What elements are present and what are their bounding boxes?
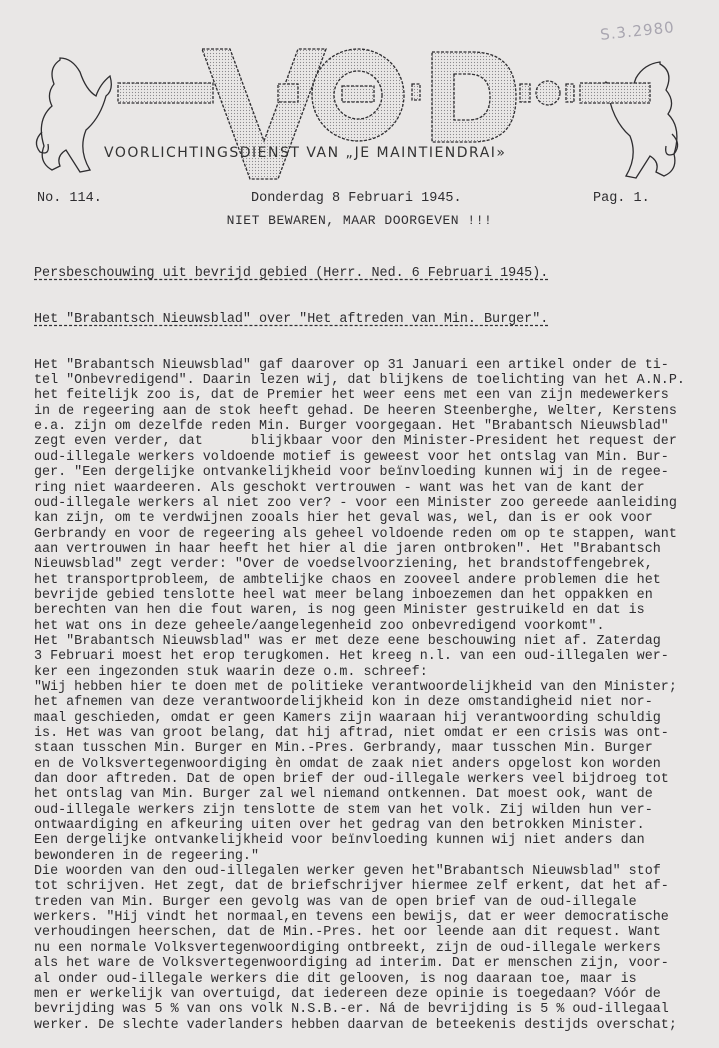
text-line: e.a. zijn om dezelfde reden Min. Burger voorgegaan. Het "Brabantsch Nieuwsblad": [34, 419, 669, 435]
text-line: berechten van hen die fout waren, is nog geen Minister gestruikeld en dat is: [34, 603, 645, 619]
text-line: ker een ingezonden stuk waarin deze o.m. schreef:: [34, 664, 428, 680]
text-line: bevrijding was 5 % van ons volk N.S.B.-er. Ná de bevrijding is 5 % oud-illegaal: [34, 1002, 669, 1018]
text-line: bewonderen in de regeering.": [34, 848, 259, 864]
text-line: al onder oud-illegale werkers die dit gelooven, is nog daaraan toe, maar is: [34, 971, 637, 987]
article-heading: Persbeschouwing uit bevrijd gebied (Herr. Ned. 6 Februari 1945).: [34, 265, 549, 281]
text-line: als het ware de Volksvertegenwoordiging ad interim. Dat er menschen zijn, voor-: [34, 956, 669, 972]
text-line: oud-illegale werkers voldoende motief is geweest voor het ontslag van Min. Bur-: [34, 449, 669, 465]
text-line: dan door aftreden. Dat de open brief der oud-illegale werkers veel bijdroeg tot: [34, 772, 669, 788]
text-line: ger. "Een dergelijke ontvankelijkheid voor beïnvloeding kunnen wij in de regee-: [34, 465, 669, 481]
text-line: het ontslag van Min. Burger zal wel niemand ontkennen. Dat moest ook, want de: [34, 787, 653, 803]
article-text: [34, 358, 714, 1033]
text-line: ontwaardiging en afkeuring uiten over het gedrag van den betrokken Minister.: [34, 818, 645, 834]
text-line: maal geschieden, omdat er geen Kamers zijn waaraan hij verantwoording schuldig: [34, 710, 661, 726]
masthead-subtitle: VOORLICHTINGSDIENST VAN „JE MAINTIENDRAI»: [104, 145, 507, 161]
text-line: werker. De slechte vaderlanders hebben daarvan de beteekenis destijds overschat;: [34, 1017, 677, 1033]
article-body: [34, 235, 714, 1048]
text-line: Die woorden van den oud-illegalen werker geven het"Brabantsch Nieuwsblad" stof: [34, 864, 661, 880]
text-line: Het "Brabantsch Nieuwsblad" gaf daarover op 31 Januari een artikel onder de ti-: [34, 357, 669, 373]
text-line: Het "Brabantsch Nieuwsblad" was er met deze eene beschouwing niet af. Zaterdag: [34, 633, 661, 649]
archive-stamp: S.3.2980: [599, 18, 676, 44]
lion-left-icon: [36, 58, 111, 172]
text-line: "Wij hebben hier te doen met de politieke verantwoordelijkheid van den Minister;: [34, 679, 677, 695]
text-line: nu een normale Volksvertegenwoordiging ontbreekt, zijn de oud-illegale werkers: [34, 940, 661, 956]
text-line: oud-illegale werkers zijn tenslotte de stem van het volk. Zij wilden hun ver-: [34, 802, 653, 818]
text-line: 3 Februari moest het erop terugkomen. Het kreeg n.l. van een oud-illegalen wer-: [34, 649, 669, 665]
text-line: Gerbrandy en voor de regeering als geheel voldoende reden om op te stappen, want: [34, 526, 677, 542]
text-line: werkers. "Hij vindt het normaal,en tevens een bewijs, dat er weer democratische: [34, 910, 669, 926]
text-line: het wat ons in deze geheele/aangelegenheid zoo onbevredigend voorkomt".: [34, 618, 605, 634]
text-line: Nieuwsblad" zegt verder: "Over de voedselvoorziening, het brandstoffengebrek,: [34, 557, 653, 573]
text-line: staan tusschen Min. Burger en Min.-Pres. Gerbrandy, maar tusschen Min. Burger: [34, 741, 653, 757]
lion-right-icon: [605, 62, 678, 178]
text-line: tot schrijven. Het zegt, dat de briefschrijver hiermee zelf erkent, dat het af-: [34, 879, 669, 895]
text-line: zegt even verder, dat blijkbaar voor den Minister-President het request der: [34, 434, 677, 450]
article-subheading: Het "Brabantsch Nieuwsblad" over "Het aftreden van Min. Burger".: [34, 311, 549, 327]
text-line: bevrijde gebied tenslotte heel wat meer belang inboezemen dan het oppakken en: [34, 587, 653, 603]
text-line: men er werkelijk van overtuigd, dat iedereen deze opinie is toegedaan? Vóór de: [34, 986, 661, 1002]
text-line: in de regeering aan de stok heeft gehad. De heeren Steenberghe, Welter, Kerstens: [34, 403, 677, 419]
text-line: oud-illegale werkers al niet zoo ver? - voor een Minister zoo gereede aanleiding: [34, 495, 677, 511]
text-line: treden van Min. Burger een gevolg was van de open brief van de oud-illegale: [34, 894, 637, 910]
text-line: ring niet waardeeren. Als geschokt vertrouwen - want was het van de kant der: [34, 480, 645, 496]
page-number: Pag. 1.: [593, 191, 650, 206]
text-line: het afnemen van deze verantwoordelijkheid kon in deze omstandigheid niet nor-: [34, 695, 653, 711]
text-line: tel "Onbevredigend". Daarin lezen wij, dat blijkens de toelichting van het A.N.P.: [34, 373, 685, 389]
text-line: Een dergelijke ontvankelijkheid voor beïnvloeding kunnen wij niet anders dan: [34, 833, 645, 849]
text-line: het feitelijk zoo is, dat de Premier het weer eens met een van zijn medewerkers: [34, 388, 669, 404]
text-line: en de Volksvertegenwoordiging èn omdat de zaak niet anders opgelost kon worden: [34, 756, 661, 772]
issue-number: No. 114.: [37, 191, 102, 206]
text-line: aan vertrouwen in haar heeft het hier al die jaren ontbroken". Het "Brabantsch: [34, 541, 661, 557]
text-line: is. Het was van groot belang, dat hij aftrad, niet omdat er een crisis was ont-: [34, 726, 669, 741]
text-line: kan zijn, om te verdwijnen zooals hier het geval was, wel, dan is er ook voor: [34, 511, 653, 527]
motto: NIET BEWAREN, MAAR DOORGEVEN !!!: [226, 213, 493, 228]
text-line: verhoudingen heerschen, dat de Min.-Pres. het oor leende aan dit request. Want: [34, 925, 661, 941]
text-line: het transportprobleem, de ambtelijke chaos en zooveel andere problemen die het: [34, 572, 661, 588]
issue-date: Donderdag 8 Februari 1945.: [251, 191, 462, 206]
